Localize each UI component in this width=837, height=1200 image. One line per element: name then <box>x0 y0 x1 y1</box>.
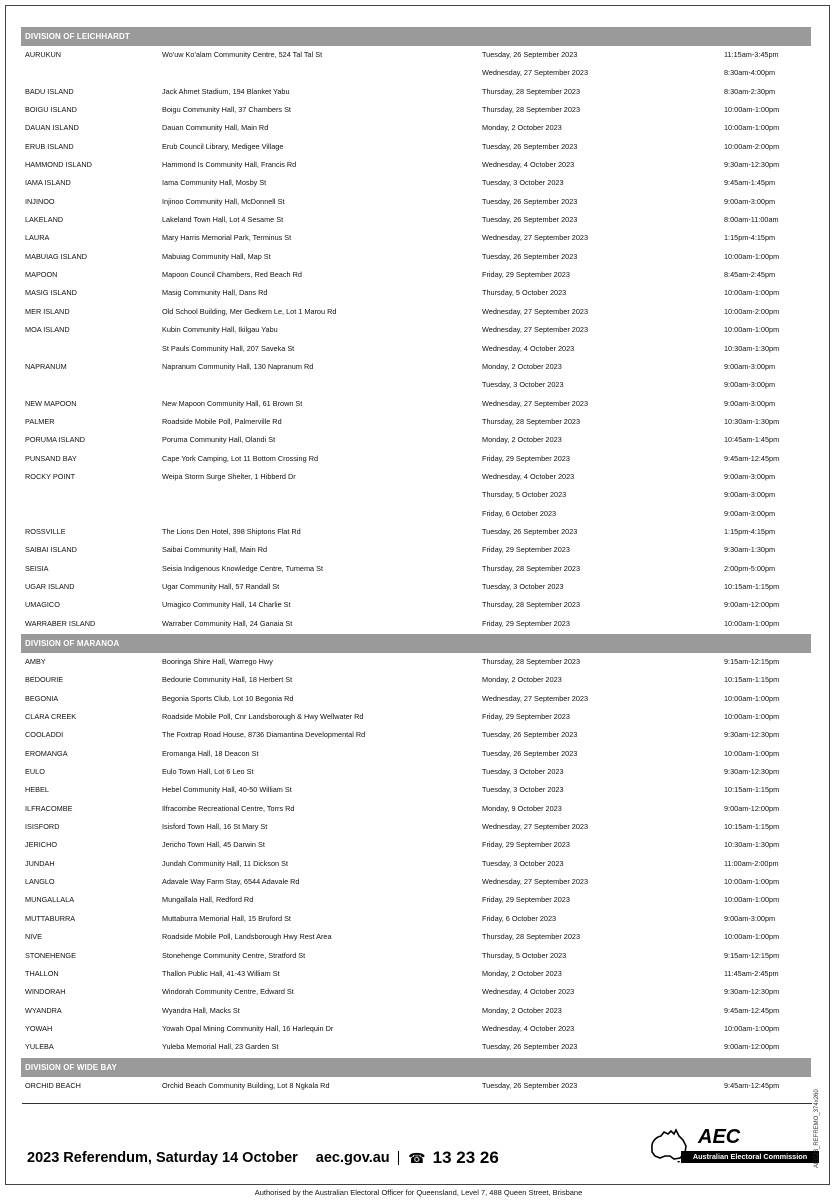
venue-cell: Roadside Mobile Poll, Palmerville Rd <box>162 416 282 426</box>
logo-wordmark: AEC <box>698 1126 741 1148</box>
time-cell: 9:30am-1:30pm <box>724 545 776 555</box>
time-cell: 10:00am-1:00pm <box>724 288 780 298</box>
time-cell: 10:30am-1:30pm <box>724 343 780 353</box>
venue-cell: Roadside Mobile Poll, Cnr Landsborough & Hwy Wellwater Rd <box>162 712 364 722</box>
location-cell: HAMMOND ISLAND <box>25 160 92 170</box>
division-header: DIVISION OF LEICHHARDT <box>21 26 811 46</box>
table-row <box>21 763 811 781</box>
table-row <box>21 708 811 726</box>
table-row <box>21 248 811 266</box>
location-cell: EULO <box>25 767 45 777</box>
venue-cell: Boigu Community Hall, 37 Chambers St <box>162 105 291 115</box>
time-cell: 10:00am-1:00pm <box>724 895 780 905</box>
table-row <box>21 800 811 818</box>
document-code: AEC23_REFREMO_374x260 <box>814 1089 820 1168</box>
time-cell: 2:00pm-5:00pm <box>724 563 776 573</box>
location-cell: MUNGALLALA <box>25 895 75 905</box>
date-cell: Wednesday, 4 October 2023 <box>482 471 575 481</box>
date-cell: Tuesday, 3 October 2023 <box>482 178 564 188</box>
time-cell: 10:00am-1:00pm <box>724 105 780 115</box>
table-row <box>21 303 811 321</box>
venue-cell: Dauan Community Hall, Main Rd <box>162 123 269 133</box>
time-cell: 10:15am-1:15pm <box>724 822 780 832</box>
location-cell: UMAGICO <box>25 600 60 610</box>
polling-schedule-table <box>21 26 811 1095</box>
venue-cell: Roadside Mobile Poll, Landsborough Hwy Rest Area <box>162 932 332 942</box>
date-cell: Friday, 29 September 2023 <box>482 712 570 722</box>
location-cell: BADU ISLAND <box>25 86 74 96</box>
time-cell: 9:45am-12:45pm <box>724 1080 780 1090</box>
venue-cell: Mapoon Council Chambers, Red Beach Rd <box>162 270 302 280</box>
table-row <box>21 211 811 229</box>
venue-cell: Muttaburra Memorial Hall, 15 Bruford St <box>162 913 291 923</box>
table-row <box>21 891 811 909</box>
table-row <box>21 284 811 302</box>
date-cell: Wednesday, 27 September 2023 <box>482 822 589 832</box>
referendum-date: 2023 Referendum, Saturday 14 October <box>27 1150 298 1166</box>
venue-cell: Eulo Town Hall, Lot 6 Leo St <box>162 767 254 777</box>
time-cell: 10:00am-1:00pm <box>724 693 780 703</box>
table-row <box>21 1020 811 1038</box>
location-cell: ILFRACOMBE <box>25 803 73 813</box>
location-cell: PUNSAND BAY <box>25 453 77 463</box>
date-cell: Friday, 29 September 2023 <box>482 545 570 555</box>
venue-cell: Weipa Storm Surge Shelter, 1 Hibberd Dr <box>162 471 296 481</box>
table-row <box>21 340 811 358</box>
time-cell: 10:00am-1:00pm <box>724 748 780 758</box>
table-row <box>21 1002 811 1020</box>
table-row <box>21 1038 811 1056</box>
aec-logo <box>648 1126 818 1166</box>
location-cell: YOWAH <box>25 1023 53 1033</box>
date-cell: Tuesday, 26 September 2023 <box>482 730 578 740</box>
location-cell: WARRABER ISLAND <box>25 618 96 628</box>
venue-cell: Mungallala Hall, Redford Rd <box>162 895 254 905</box>
table-row <box>21 358 811 376</box>
location-cell: ORCHID BEACH <box>25 1080 81 1090</box>
date-cell: Thursday, 28 September 2023 <box>482 932 581 942</box>
date-cell: Thursday, 5 October 2023 <box>482 950 567 960</box>
date-cell: Tuesday, 3 October 2023 <box>482 581 564 591</box>
date-cell: Tuesday, 26 September 2023 <box>482 196 578 206</box>
location-cell: WINDORAH <box>25 987 66 997</box>
date-cell: Thursday, 28 September 2023 <box>482 105 581 115</box>
venue-cell: Orchid Beach Community Building, Lot 8 Ngkala Rd <box>162 1080 330 1090</box>
location-cell: NAPRANUM <box>25 361 67 371</box>
date-cell: Tuesday, 3 October 2023 <box>482 858 564 868</box>
table-row <box>21 395 811 413</box>
time-cell: 9:30am-12:30pm <box>724 160 780 170</box>
location-cell: ISISFORD <box>25 822 60 832</box>
time-cell: 10:00am-1:00pm <box>724 123 780 133</box>
date-cell: Friday, 29 September 2023 <box>482 840 570 850</box>
date-cell: Thursday, 5 October 2023 <box>482 490 567 500</box>
date-cell: Monday, 2 October 2023 <box>482 968 562 978</box>
venue-cell: Windorah Community Centre, Edward St <box>162 987 294 997</box>
table-row <box>21 836 811 854</box>
location-cell: SEISIA <box>25 563 49 573</box>
table-row <box>21 541 811 559</box>
location-cell: NEW MAPOON <box>25 398 77 408</box>
venue-cell: Yuleba Memorial Hall, 23 Garden St <box>162 1042 279 1052</box>
time-cell: 9:00am-3:00pm <box>724 196 776 206</box>
date-cell: Wednesday, 4 October 2023 <box>482 1023 575 1033</box>
venue-cell: Isisford Town Hall, 16 St Mary St <box>162 822 268 832</box>
location-cell: JERICHO <box>25 840 58 850</box>
venue-cell: Mabuiag Community Hall, Map St <box>162 251 271 261</box>
time-cell: 8:30am-4:00pm <box>724 68 776 78</box>
location-cell: BEGONIA <box>25 693 59 703</box>
table-row <box>21 690 811 708</box>
time-cell: 10:00am-1:00pm <box>724 618 780 628</box>
date-cell: Tuesday, 26 September 2023 <box>482 251 578 261</box>
venue-cell: Warraber Community Hall, 24 Ganaia St <box>162 618 293 628</box>
time-cell: 10:15am-1:15pm <box>724 675 780 685</box>
time-cell: 9:00am-12:00pm <box>724 1042 780 1052</box>
date-cell: Monday, 2 October 2023 <box>482 361 562 371</box>
time-cell: 8:45am-2:45pm <box>724 270 776 280</box>
date-cell: Monday, 2 October 2023 <box>482 435 562 445</box>
time-cell: 9:30am-12:30pm <box>724 987 780 997</box>
division-header: DIVISION OF WIDE BAY <box>21 1057 811 1077</box>
location-cell: NIVE <box>25 932 43 942</box>
location-cell: JUNDAH <box>25 858 55 868</box>
table-row <box>21 855 811 873</box>
time-cell: 10:15am-1:15pm <box>724 581 780 591</box>
table-row <box>21 266 811 284</box>
time-cell: 10:00am-1:00pm <box>724 1023 780 1033</box>
date-cell: Tuesday, 3 October 2023 <box>482 785 564 795</box>
location-cell: BEDOURIE <box>25 675 64 685</box>
date-cell: Thursday, 5 October 2023 <box>482 288 567 298</box>
venue-cell: Bedourie Community Hall, 18 Herbert St <box>162 675 293 685</box>
location-cell: ROSSVILLE <box>25 526 66 536</box>
date-cell: Thursday, 28 September 2023 <box>482 563 581 573</box>
venue-cell: The Lions Den Hotel, 398 Shiptons Flat Rd <box>162 526 301 536</box>
time-cell: 8:30am-2:30pm <box>724 86 776 96</box>
table-row <box>21 615 811 633</box>
venue-cell: Saibai Community Hall, Main Rd <box>162 545 268 555</box>
table-row <box>21 64 811 82</box>
venue-cell: Adavale Way Farm Stay, 6544 Adavale Rd <box>162 877 300 887</box>
date-cell: Thursday, 28 September 2023 <box>482 600 581 610</box>
date-cell: Friday, 29 September 2023 <box>482 895 570 905</box>
time-cell: 9:00am-3:00pm <box>724 471 776 481</box>
date-cell: Tuesday, 26 September 2023 <box>482 215 578 225</box>
date-cell: Friday, 29 September 2023 <box>482 270 570 280</box>
date-cell: Friday, 29 September 2023 <box>482 618 570 628</box>
venue-cell: Hammond Is Community Hall, Francis Rd <box>162 160 297 170</box>
time-cell: 9:15am-12:15pm <box>724 950 780 960</box>
location-cell: DAUAN ISLAND <box>25 123 79 133</box>
time-cell: 10:00am-1:00pm <box>724 712 780 722</box>
date-cell: Wednesday, 27 September 2023 <box>482 233 589 243</box>
table-row <box>21 101 811 119</box>
time-cell: 10:00am-1:00pm <box>724 932 780 942</box>
telephone-icon: ☎ <box>408 1149 426 1166</box>
venue-cell: Wyandra Hall, Macks St <box>162 1005 240 1015</box>
venue-cell: Booringa Shire Hall, Warrego Hwy <box>162 657 273 666</box>
time-cell: 9:45am-1:45pm <box>724 178 776 188</box>
table-row <box>21 505 811 523</box>
table-row <box>21 450 811 468</box>
location-cell: SAIBAI ISLAND <box>25 545 77 555</box>
table-row <box>21 229 811 247</box>
venue-cell: Poruma Community Hall, Olandi St <box>162 435 276 445</box>
venue-cell: Iama Community Hall, Mosby St <box>162 178 267 188</box>
time-cell: 10:00am-1:00pm <box>724 251 780 261</box>
location-cell: CLARA CREEK <box>25 712 77 722</box>
venue-cell: Napranum Community Hall, 130 Napranum Rd <box>162 361 314 371</box>
table-row <box>21 726 811 744</box>
table-row <box>21 928 811 946</box>
table-row <box>21 174 811 192</box>
time-cell: 9:00am-3:00pm <box>724 490 776 500</box>
date-cell: Wednesday, 4 October 2023 <box>482 343 575 353</box>
table-row <box>21 947 811 965</box>
venue-cell: Umagico Community Hall, 14 Charlie St <box>162 600 291 610</box>
venue-cell: New Mapoon Community Hall, 61 Brown St <box>162 398 303 408</box>
venue-cell: Kubin Community Hall, Ikilgau Yabu <box>162 325 278 335</box>
table-row <box>21 486 811 504</box>
location-cell: WYANDRA <box>25 1005 62 1015</box>
table-row <box>21 910 811 928</box>
date-cell: Tuesday, 3 October 2023 <box>482 767 564 777</box>
location-cell: LANGLO <box>25 877 55 887</box>
table-row <box>21 138 811 156</box>
location-cell: MAPOON <box>25 270 58 280</box>
location-cell: INJINOO <box>25 196 55 206</box>
location-cell: MASIG ISLAND <box>25 288 77 298</box>
time-cell: 9:30am-12:30pm <box>724 730 780 740</box>
location-cell: IAMA ISLAND <box>25 178 71 188</box>
table-row <box>21 745 811 763</box>
phone-number[interactable]: 13 23 26 <box>432 1148 499 1167</box>
time-cell: 11:00am-2:00pm <box>724 858 779 868</box>
date-cell: Friday, 6 October 2023 <box>482 508 557 518</box>
date-cell: Wednesday, 27 September 2023 <box>482 68 589 78</box>
date-cell: Monday, 2 October 2023 <box>482 123 562 133</box>
location-cell: MOA ISLAND <box>25 325 70 335</box>
location-cell: PORUMA ISLAND <box>25 435 86 445</box>
venue-cell: Yowah Opal Mining Community Hall, 16 Harlequin Dr <box>162 1023 334 1033</box>
date-cell: Tuesday, 26 September 2023 <box>482 1080 578 1090</box>
time-cell: 10:00am-2:00pm <box>724 141 780 151</box>
time-cell: 9:00am-3:00pm <box>724 398 776 408</box>
venue-cell: Lakeland Town Hall, Lot 4 Sesame St <box>162 215 284 225</box>
location-cell: UGAR ISLAND <box>25 581 75 591</box>
location-cell: EROMANGA <box>25 748 68 758</box>
time-cell: 9:00am-12:00pm <box>724 600 780 610</box>
time-cell: 9:15am-12:15pm <box>724 657 780 666</box>
date-cell: Tuesday, 26 September 2023 <box>482 748 578 758</box>
location-cell: PALMER <box>25 416 55 426</box>
date-cell: Wednesday, 4 October 2023 <box>482 160 575 170</box>
location-cell: AMBY <box>25 657 46 666</box>
footer-info <box>27 1148 499 1168</box>
table-row <box>21 560 811 578</box>
table-row <box>21 596 811 614</box>
table-row <box>21 431 811 449</box>
table-row <box>21 671 811 689</box>
date-cell: Tuesday, 26 September 2023 <box>482 526 578 536</box>
venue-cell: Ugar Community Hall, 57 Randall St <box>162 581 280 591</box>
venue-cell: Old School Building, Mer Gedkem Le, Lot 1 Marou Rd <box>162 306 337 316</box>
table-row <box>21 193 811 211</box>
time-cell: 9:00am-3:00pm <box>724 913 776 923</box>
time-cell: 9:00am-3:00pm <box>724 380 776 390</box>
website-link[interactable]: aec.gov.au <box>315 1150 390 1166</box>
table-row <box>21 413 811 431</box>
table-row <box>21 46 811 64</box>
venue-cell: The Foxtrap Road House, 8736 Diamantina Developmental Rd <box>162 730 366 740</box>
venue-cell: Eromanga Hall, 18 Deacon St <box>162 748 259 758</box>
location-cell: MABUIAG ISLAND <box>25 251 88 261</box>
date-cell: Monday, 9 October 2023 <box>482 803 562 813</box>
location-cell: THALLON <box>25 968 59 978</box>
table-row <box>21 321 811 339</box>
venue-cell: Masig Community Hall, Dans Rd <box>162 288 268 298</box>
table-row <box>21 965 811 983</box>
table-row <box>21 653 811 671</box>
location-cell: STONEHENGE <box>25 950 76 960</box>
venue-cell: Injinoo Community Hall, McDonnell St <box>162 196 285 206</box>
location-cell: BOIGU ISLAND <box>25 105 77 115</box>
table-row <box>21 578 811 596</box>
date-cell: Thursday, 28 September 2023 <box>482 86 581 96</box>
time-cell: 10:00am-1:00pm <box>724 325 780 335</box>
footer-divider <box>22 1103 812 1104</box>
time-cell: 9:45am-12:45pm <box>724 453 780 463</box>
time-cell: 10:30am-1:30pm <box>724 416 780 426</box>
table-row <box>21 83 811 101</box>
time-cell: 10:30am-1:30pm <box>724 840 780 850</box>
location-cell: ROCKY POINT <box>25 471 76 481</box>
date-cell: Tuesday, 26 September 2023 <box>482 50 578 59</box>
venue-cell: Begonia Sports Club, Lot 10 Begonia Rd <box>162 693 294 703</box>
time-cell: 9:00am-3:00pm <box>724 361 776 371</box>
date-cell: Wednesday, 27 September 2023 <box>482 877 589 887</box>
venue-cell: Jack Ahmet Stadium, 194 Blanket Yabu <box>162 86 290 96</box>
date-cell: Friday, 29 September 2023 <box>482 453 570 463</box>
time-cell: 11:15am-3:45pm <box>724 50 779 59</box>
table-row <box>21 873 811 891</box>
date-cell: Friday, 6 October 2023 <box>482 913 557 923</box>
venue-cell: Jericho Town Hall, 45 Darwin St <box>162 840 265 850</box>
venue-cell: Cape York Camping, Lot 11 Bottom Crossing Rd <box>162 453 319 463</box>
time-cell: 8:00am-11:00am <box>724 215 779 225</box>
time-cell: 10:00am-1:00pm <box>724 877 780 887</box>
time-cell: 1:15pm-4:15pm <box>724 233 776 243</box>
location-cell: ERUB ISLAND <box>25 141 74 151</box>
time-cell: 10:15am-1:15pm <box>724 785 780 795</box>
table-row <box>21 523 811 541</box>
venue-cell: Jundah Community Hall, 11 Dickson St <box>162 858 288 868</box>
table-row <box>21 781 811 799</box>
venue-cell: Wo'uw Ko'alam Community Centre, 524 Tal Tal St <box>162 50 323 59</box>
venue-cell: Thallon Public Hall, 41-43 William St <box>162 968 280 978</box>
table-row <box>21 119 811 137</box>
location-cell: MUTTABURRA <box>25 913 76 923</box>
date-cell: Thursday, 28 September 2023 <box>482 657 581 666</box>
table-row <box>21 983 811 1001</box>
table-row <box>21 156 811 174</box>
venue-cell: Ilfracombe Recreational Centre, Torrs Rd <box>162 803 295 813</box>
authorisation-statement: Authorised by the Australian Electoral Officer for Queensland, Level 7, 488 Queen Street, Brisbane <box>254 1188 583 1197</box>
time-cell: 9:45am-12:45pm <box>724 1005 780 1015</box>
date-cell: Tuesday, 26 September 2023 <box>482 1042 578 1052</box>
logo-tagline: Australian Electoral Commission <box>681 1151 819 1163</box>
date-cell: Wednesday, 27 September 2023 <box>482 306 589 316</box>
time-cell: 9:30am-12:30pm <box>724 767 780 777</box>
time-cell: 9:00am-3:00pm <box>724 508 776 518</box>
location-cell: HEBEL <box>25 785 49 795</box>
date-cell: Wednesday, 4 October 2023 <box>482 987 575 997</box>
date-cell: Wednesday, 27 September 2023 <box>482 325 589 335</box>
location-cell: COOLADDI <box>25 730 64 740</box>
date-cell: Thursday, 28 September 2023 <box>482 416 581 426</box>
location-cell: YULEBA <box>25 1042 54 1052</box>
venue-cell: St Pauls Community Hall, 207 Saveka St <box>162 343 295 353</box>
table-row <box>21 818 811 836</box>
location-cell: LAKELAND <box>25 215 64 225</box>
time-cell: 11:45am-2:45pm <box>724 968 779 978</box>
venue-cell: Hebel Community Hall, 40-50 William St <box>162 785 292 795</box>
table-row <box>21 468 811 486</box>
time-cell: 10:00am-2:00pm <box>724 306 780 316</box>
venue-cell: Stonehenge Community Centre, Stratford St <box>162 950 306 960</box>
date-cell: Tuesday, 26 September 2023 <box>482 141 578 151</box>
division-header: DIVISION OF MARANOA <box>21 633 811 653</box>
separator <box>398 1151 400 1165</box>
date-cell: Monday, 2 October 2023 <box>482 675 562 685</box>
location-cell: AURUKUN <box>25 50 62 59</box>
table-row <box>21 1077 811 1095</box>
date-cell: Wednesday, 27 September 2023 <box>482 398 589 408</box>
table-row <box>21 376 811 394</box>
date-cell: Wednesday, 27 September 2023 <box>482 693 589 703</box>
venue-cell: Seisia Indigenous Knowledge Centre, Tumema St <box>162 563 324 573</box>
venue-cell: Erub Council Library, Medigee Village <box>162 141 284 151</box>
time-cell: 1:15pm-4:15pm <box>724 526 776 536</box>
location-cell: MER ISLAND <box>25 306 70 316</box>
date-cell: Tuesday, 3 October 2023 <box>482 380 564 390</box>
location-cell: LAURA <box>25 233 50 243</box>
venue-cell: Mary Harris Memorial Park, Terminus St <box>162 233 292 243</box>
time-cell: 10:45am-1:45pm <box>724 435 780 445</box>
time-cell: 9:00am-12:00pm <box>724 803 780 813</box>
date-cell: Monday, 2 October 2023 <box>482 1005 562 1015</box>
